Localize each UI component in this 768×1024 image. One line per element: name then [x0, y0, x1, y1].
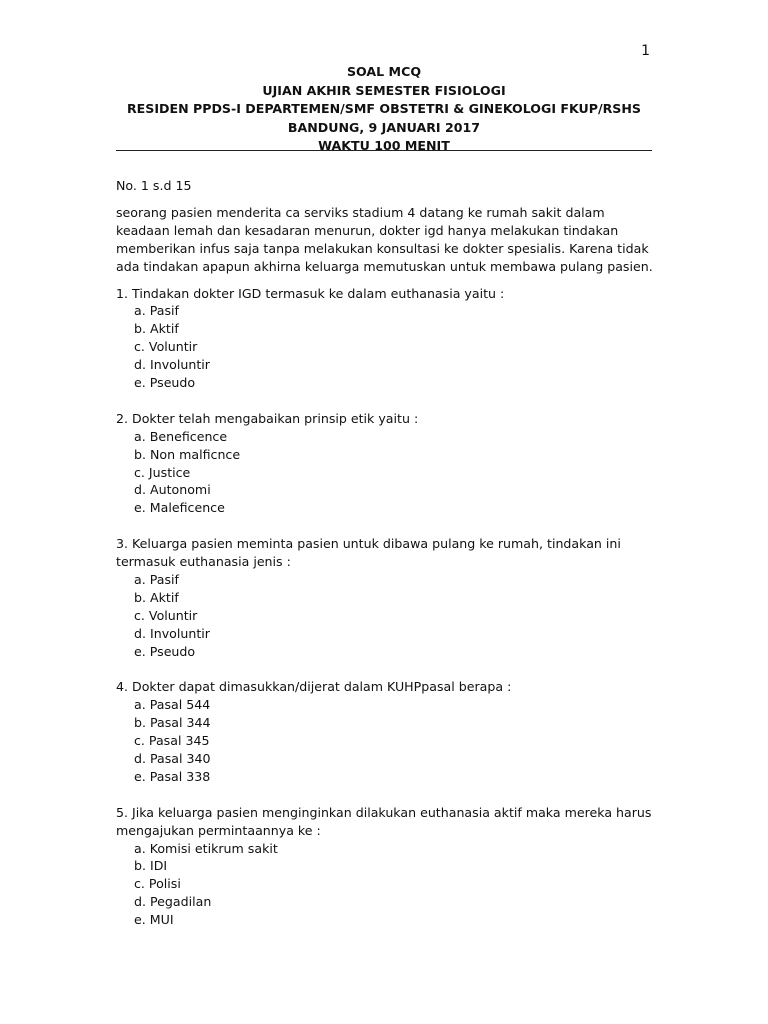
header-divider	[116, 150, 652, 151]
option-e: e. Pseudo	[134, 375, 196, 391]
answer-options	[116, 696, 656, 786]
question-4	[116, 678, 656, 785]
option-b: b. Aktif	[134, 589, 179, 605]
header-exam-name: UJIAN AKHIR SEMESTER FISIOLOGI	[262, 82, 506, 98]
option-d: d. Autonomi	[134, 482, 211, 498]
option-a: a. Komisi etikrum sakit	[134, 840, 278, 856]
option-c: c. Voluntir	[134, 607, 198, 623]
option-d: d. Involuntir	[134, 625, 210, 641]
question-5	[116, 804, 656, 929]
option-a: a. Pasal 544	[134, 697, 211, 713]
option-b: b. Aktif	[134, 321, 179, 337]
answer-options	[116, 428, 656, 518]
option-c: c. Polisi	[134, 876, 181, 892]
option-e: e. Pasal 338	[134, 768, 211, 784]
option-d: d. Pegadilan	[134, 894, 212, 910]
option-a: a. Pasif	[134, 303, 179, 319]
question-text: 1. Tindakan dokter IGD termasuk ke dalam euthanasia yaitu :	[116, 285, 505, 301]
option-a: a. Pasif	[134, 572, 179, 587]
question-text: 4. Dokter dapat dimasukkan/dijerat dalam KUHPpasal berapa :	[116, 679, 512, 695]
case-scenario: seorang pasien menderita ca serviks stadium 4 datang ke rumah sakit dalam keadaan lemah dan kesadaran menurun, dokter igd hanya melakukan tindakan memberikan infus saja tanpa melakukan konsultasi ke dokter spesialis. Karena tidak ada tindakan apapun akhirna keluarga memutuskan untuk membawa pulang pasien.	[116, 204, 653, 274]
option-b: b. Pasal 344	[134, 715, 211, 731]
document-header	[116, 63, 652, 156]
question-range-label: No. 1 s.d 15	[116, 178, 192, 193]
option-c: c. Pasal 345	[134, 733, 210, 749]
option-b: b. IDI	[134, 858, 168, 874]
option-a: a. Beneficence	[134, 428, 228, 444]
option-e: e. Maleficence	[134, 500, 225, 516]
header-title: SOAL MCQ	[346, 64, 422, 79]
page-number: 1	[641, 43, 650, 59]
answer-options	[116, 571, 656, 661]
option-d: d. Pasal 340	[134, 751, 211, 767]
question-text: 2. Dokter telah mengabaikan prinsip etik yaitu :	[116, 410, 419, 426]
answer-options	[116, 302, 656, 392]
option-d: d. Involuntir	[134, 357, 210, 373]
question-text: 3. Keluarga pasien meminta pasien untuk dibawa pulang ke rumah, tindakan ini termasuk euthanasia jenis :	[116, 536, 621, 570]
option-c: c. Justice	[134, 464, 191, 480]
question-3	[116, 535, 656, 660]
question-2	[116, 410, 656, 517]
option-e: e. Pseudo	[134, 643, 196, 659]
question-text: 5. Jika keluarga pasien menginginkan dilakukan euthanasia aktif maka mereka harus mengajukan permintaannya ke :	[116, 804, 652, 838]
question-1	[116, 285, 656, 392]
option-c: c. Voluntir	[134, 339, 198, 355]
answer-options	[116, 840, 656, 930]
option-b: b. Non malficnce	[134, 446, 241, 462]
header-duration: WAKTU 100 MENIT	[318, 138, 450, 153]
header-date: BANDUNG, 9 JANUARI 2017	[287, 119, 481, 135]
document-body	[116, 177, 656, 947]
header-department: RESIDEN PPDS-I DEPARTEMEN/SMF OBSTETRI & GINEKOLOGI FKUP/RSHS	[126, 101, 641, 116]
option-e: e. MUI	[134, 912, 174, 928]
